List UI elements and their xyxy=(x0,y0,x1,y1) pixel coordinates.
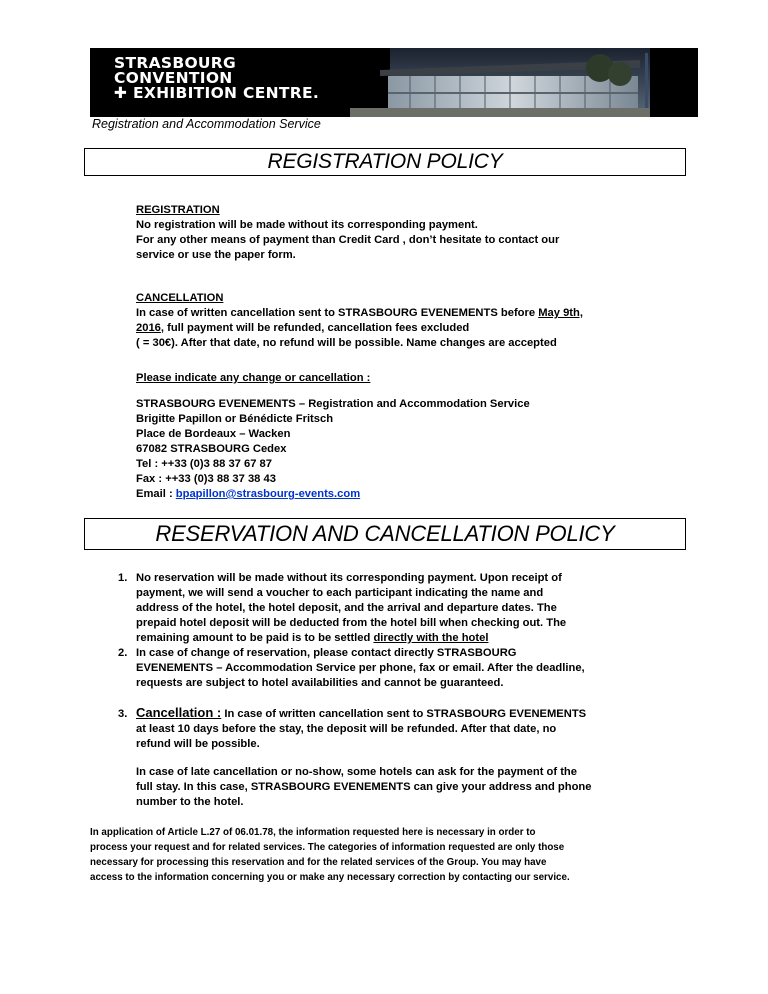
cancellation-deadline-year: 2016 xyxy=(136,322,161,334)
indicate-change-heading: Please indicate any change or cancellation : xyxy=(136,372,371,384)
contact-address: Place de Bordeaux – Wacken xyxy=(136,428,291,440)
legal-note-line: access to the information concerning you or make any necessary correction by contacting our service. xyxy=(90,872,570,883)
list-item-line: No reservation will be made without its corresponding payment. Upon receipt of xyxy=(136,572,562,584)
list-item-line: at least 10 days before the stay, the deposit will be refunded. After that date, no xyxy=(136,723,557,735)
list-item-line: address of the hotel, the hotel deposit, and the arrival and departure dates. The xyxy=(136,602,557,614)
registration-policy-title: REGISTRATION POLICY xyxy=(84,148,686,176)
legal-note-line: necessary for processing this reservation and for the related services of the Group. You may have xyxy=(90,857,547,868)
registration-heading: REGISTRATION xyxy=(136,204,220,216)
reservation-policy-title: RESERVATION AND CANCELLATION POLICY xyxy=(84,518,686,550)
registration-line: No registration will be made without its corresponding payment. xyxy=(136,219,478,231)
list-item-line: refund will be possible. xyxy=(136,738,260,750)
cancellation-heading: CANCELLATION xyxy=(136,292,224,304)
list-item-line: payment, we will send a voucher to each participant indicating the name and xyxy=(136,587,544,599)
late-cancellation-line: full stay. In this case, STRASBOURG EVENEMENTS can give your address and phone xyxy=(136,781,592,793)
list-number: 2. xyxy=(118,647,128,659)
list-item-line: prepaid hotel deposit will be deducted from the hotel bill when checking out. The xyxy=(136,617,567,629)
contact-names: Brigitte Papillon or Bénédicte Fritsch xyxy=(136,413,334,425)
cancellation-line: In case of written cancellation sent to STRASBOURG EVENEMENTS before May 9th, xyxy=(136,307,583,319)
list-item-line: requests are subject to hotel availabilities and cannot be guaranteed. xyxy=(136,677,504,689)
late-cancellation-line: In case of late cancellation or no-show, some hotels can ask for the payment of the xyxy=(136,766,577,778)
list-item-line: EVENEMENTS – Accommodation Service per phone, fax or email. After the deadline, xyxy=(136,662,585,674)
registration-line: service or use the paper form. xyxy=(136,249,296,261)
cancellation-line: ( = 30€). After that date, no refund will be possible. Name changes are accepted xyxy=(136,337,557,349)
contact-phone: Tel : ++33 (0)3 88 37 67 87 xyxy=(136,458,272,470)
cancellation-line: 2016, full payment will be refunded, cancellation fees excluded xyxy=(136,322,470,334)
building-photo xyxy=(350,48,650,117)
list-item-line: remaining amount to be paid is to be settled directly with the hotel xyxy=(136,632,489,644)
contact-city: 67082 STRASBOURG Cedex xyxy=(136,443,287,455)
registration-line: For any other means of payment than Credit Card , don’t hesitate to contact our xyxy=(136,234,560,246)
contact-fax: Fax : ++33 (0)3 88 37 38 43 xyxy=(136,473,276,485)
list-number: 3. xyxy=(118,708,128,720)
late-cancellation-line: number to the hotel. xyxy=(136,796,244,808)
settle-directly-note: directly with the hotel xyxy=(373,632,489,644)
list-item-line: Cancellation : In case of written cancellation sent to STRASBOURG EVENEMENTS xyxy=(136,705,587,720)
service-subtitle: Registration and Accommodation Service xyxy=(92,117,321,131)
list-number: 1. xyxy=(118,572,128,584)
contact-org: STRASBOURG EVENEMENTS – Registration and Accommodation Service xyxy=(136,398,530,410)
cancellation-label: Cancellation : xyxy=(136,705,222,720)
email-link[interactable]: bpapillon@strasbourg-events.com xyxy=(175,488,361,500)
venue-logo: STRASBOURG CONVENTION ✚ EXHIBITION CENTRE. xyxy=(114,54,320,102)
legal-note-line: In application of Article L.27 of 06.01.78, the information requested here is necessary in order to xyxy=(90,827,536,838)
contact-email-row: Email : bpapillon@strasbourg-events.com xyxy=(136,488,361,500)
list-item-line: In case of change of reservation, please contact directly STRASBOURG xyxy=(136,647,517,659)
legal-note-line: process your request and for related services. The categories of information requested are only those xyxy=(90,842,565,853)
header-banner xyxy=(90,48,698,117)
cancellation-deadline: May 9th, xyxy=(538,307,583,319)
